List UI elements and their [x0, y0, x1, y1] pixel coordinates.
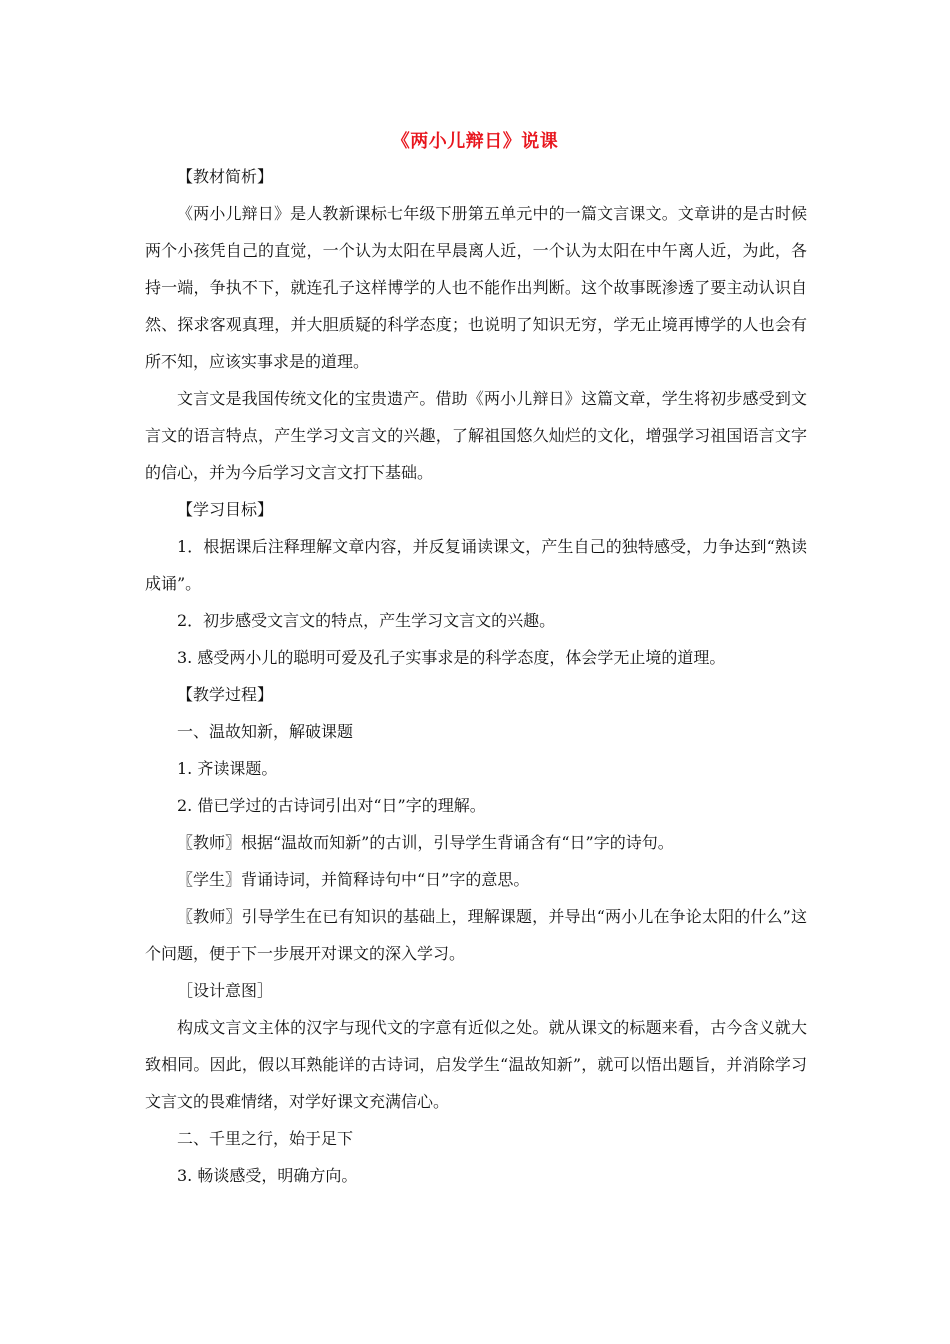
section-heading-learning-goals: 【学习目标】 — [177, 500, 274, 519]
goal-item-1: 1．根据课后注释理解文章内容，并反复诵读课文，产生自己的独特感受，力争达到“熟读成诵”。 — [145, 537, 807, 593]
teacher-note-1: 〖教师〗根据“温故而知新”的古训，引导学生背诵含有“日”字的诗句。 — [177, 833, 674, 852]
paragraph-analysis-1: 《两小儿辩日》是人教新课标七年级下册第五单元中的一篇文言课文。文章讲的是古时候两个小孩凭自己的直觉，一个认为太阳在早晨离人近，一个认为太阳在中午离人近，为此，各持一端，争执不下，就连孔子这样博学的人也不能作出判断。这个故事既渗透了要主动认识自然、探求客观真理，并大胆质疑的科学态度；也说明了知识无穷，学无止境再博学的人也会有所不知，应该实事求是的道理。 — [145, 204, 807, 371]
document-body — [145, 158, 807, 1194]
design-intent-paragraph: 构成文言文主体的汉字与现代文的字意有近似之处。就从课文的标题来看，古今含义就大致相同。因此，假以耳熟能详的古诗词，启发学生“温故知新”，就可以悟出题旨，并消除学习文言文的畏难情绪，对学好课文充满信心。 — [145, 1018, 807, 1111]
goal-item-2: 2．初步感受文言文的特点，产生学习文言文的兴趣。 — [177, 611, 556, 630]
document-title: 《两小儿辩日》说课 — [391, 131, 559, 152]
design-intent-heading: ［设计意图］ — [177, 981, 274, 1000]
teacher-note-2: 〖教师〗引导学生在已有知识的基础上，理解课题，并导出“两小儿在争论太阳的什么”这个问题，便于下一步展开对课文的深入学习。 — [145, 907, 807, 963]
section-heading-teaching-process: 【教学过程】 — [177, 685, 274, 704]
student-note-1: 〖学生〗背诵诗词，并简释诗句中“日”字的意思。 — [177, 870, 530, 889]
goal-item-3: 3. 感受两小儿的聪明可爱及孔子实事求是的科学态度，体会学无止境的道理。 — [177, 648, 726, 667]
section-heading-textbook-analysis: 【教材简析】 — [177, 167, 274, 186]
step1-item-1: 1. 齐读课题。 — [177, 759, 278, 778]
paragraph-analysis-2: 文言文是我国传统文化的宝贵遗产。借助《两小儿辩日》这篇文章，学生将初步感受到文言文的语言特点，产生学习文言文的兴趣，了解祖国悠久灿烂的文化，增强学习祖国语言文字的信心，并为今后学习文言文打下基础。 — [145, 389, 807, 482]
step-heading-2: 二、千里之行，始于足下 — [177, 1129, 354, 1148]
step-heading-1: 一、温故知新，解破课题 — [177, 722, 354, 741]
step2-item-3: 3. 畅谈感受，明确方向。 — [177, 1166, 358, 1185]
step1-item-2: 2. 借已学过的古诗词引出对“日”字的理解。 — [177, 796, 486, 815]
